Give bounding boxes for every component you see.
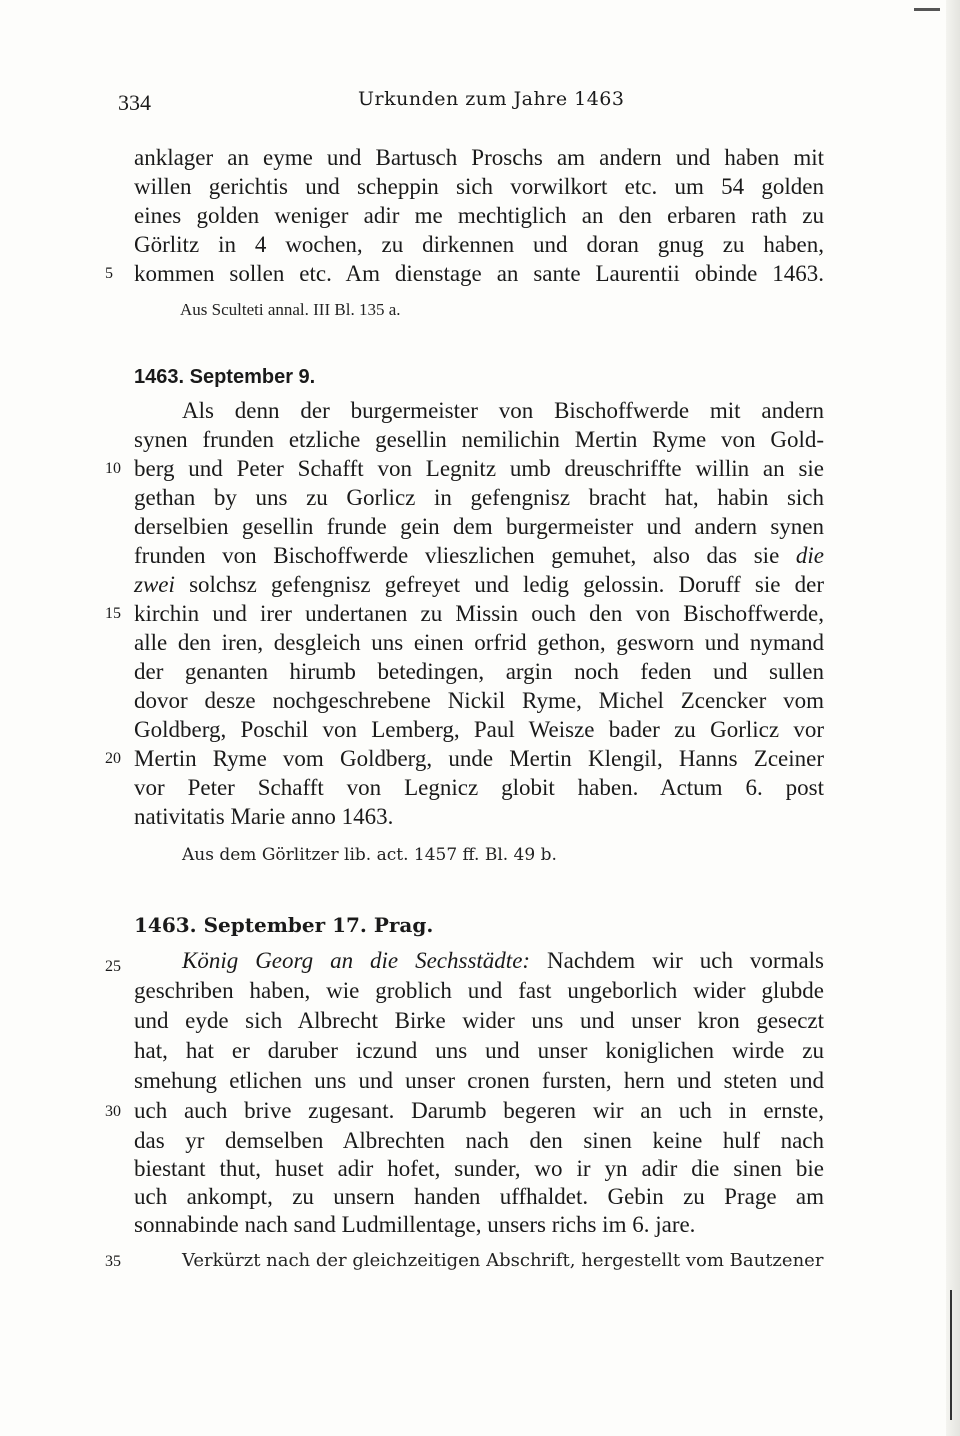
text-line: dovor desze nochgeschrebene Nickil Ryme, Michel Zcencker vom [134,688,824,713]
text-line: der genanten hirumb betedingen, argin noch feden und sullen [134,659,824,684]
text-line: Görlitz in 4 wochen, zu dirkennen und doran gnug zu haben, [134,232,824,257]
source-note: Verkürzt nach der gleichzeitigen Abschrift, hergestellt vom Bautzener [182,1250,824,1271]
text-line: sonnabinde nach sand Ludmillentage, unsers richs im 6. jare. [134,1212,696,1237]
text-line: hat, hat er daruber iczund uns und unser koniglichen wirde zu [134,1038,824,1063]
italic-word: zwei [134,572,175,597]
text-line [134,570,824,600]
text-line [134,541,824,571]
text-line: kommen sollen etc. Am dienstage an sante Laurentii obinde 1463. [134,261,824,286]
text-line: derselbien gesellin frunde gein dem burgermeister und andern synen [134,514,824,539]
page-number: 334 [118,90,151,115]
text-line: synen frunden etzliche gesellin nemilichin Mertin Ryme von Gold- [134,427,824,452]
text-line: alle den iren, desgleich uns einen orfrid gethon, gesworn und nymand [134,630,824,655]
text-line: anklager an eyme und Bartusch Proschs am andern und haben mit [134,145,824,170]
text-line: uch auch brive zugesant. Darumb begeren wir an uch in ernste, [134,1098,824,1123]
running-head: Urkunden zum Jahre 1463 [358,88,625,110]
text-line: nativitatis Marie anno 1463. [134,804,394,829]
text-line: eines golden weniger adir me mechtiglich an den erbaren rath zu [134,203,824,228]
text-line: geschriben haben, wie groblich und fast ungeborlich wider glubde [134,978,824,1003]
text-line [182,946,824,976]
scan-edge-line [950,1290,952,1420]
entry-heading: 1463. September 9. [134,366,316,388]
line-number: 20 [105,750,121,767]
text-line: Als denn der burgermeister von Bischoffwerde mit andern [182,398,824,423]
text-line: vor Peter Schafft von Legnicz globit haben. Actum 6. post [134,775,824,800]
line-number: 25 [105,958,121,975]
text-fragment: Nachdem wir uch vormals [547,948,825,973]
line-number: 30 [105,1103,121,1120]
text-line: und eyde sich Albrecht Birke wider uns und unser kron geseczt [134,1008,824,1033]
source-note: Aus Sculteti annal. III Bl. 135 a. [180,300,401,319]
text-line: smehung etlichen uns und unser cronen fursten, hern und steten und [134,1068,824,1093]
text-line: uch ankompt, zu unsern handen uffhaldet. Gebin zu Prage am [134,1184,824,1209]
text-line: biestant thut, huset adir hofet, sunder, wo ir yn adir die sinen bie [134,1156,824,1181]
text-fragment: frunden von Bischoffwerde vlieszlichen gemuhet, also das sie [134,543,780,568]
source-note: Aus dem Görlitzer lib. act. 1457 ff. Bl. 49 b. [182,845,557,865]
line-number: 5 [105,265,113,282]
line-number: 10 [105,460,121,477]
text-line: gethan by uns zu Gorlicz in gefengnisz bracht hat, habin sich [134,485,824,510]
entry-heading: 1463. September 17. Prag. [134,913,434,937]
text-fragment: solchsz gefengnisz gefreyet und ledig gelossin. Doruff sie der [189,572,825,597]
text-line: Mertin Ryme vom Goldberg, unde Mertin Klengil, Hanns Zceiner [134,746,824,771]
text-line: das yr demselben Albrechten nach den sinen keine hulf nach [134,1128,824,1153]
text-line: willen gerichtis und scheppin sich vorwilkort etc. um 54 golden [134,174,824,199]
page-edge-shadow [946,0,960,1436]
line-number: 15 [105,605,121,622]
text-line: berg und Peter Schafft von Legnitz umb dreuschriffte willin an sie [134,456,824,481]
italic-lead: König Georg an die Sechsstädte: [182,948,531,973]
text-line: Goldberg, Poschil von Lemberg, Paul Weisze bader zu Gorlicz vor [134,717,824,742]
line-number: 35 [105,1253,121,1270]
italic-word: die [795,543,824,568]
scan-mark [914,8,940,11]
text-line: kirchin und irer undertanen zu Missin ouch den von Bischoffwerde, [134,601,824,626]
